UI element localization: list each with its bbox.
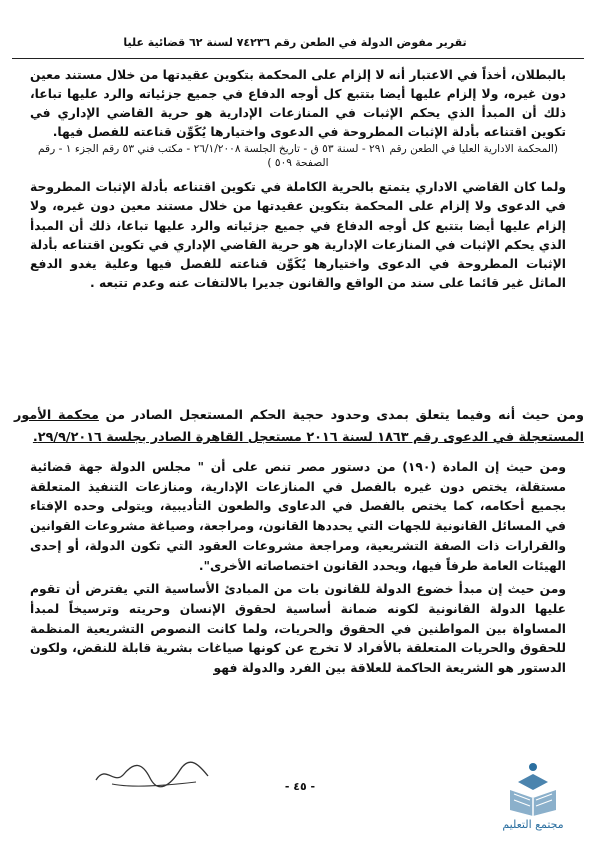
body-text-top <box>30 66 566 293</box>
paragraph-4: ومن حيث إن مبدأ خضوع الدولة للقانون بات من المبادئ الأساسية التي يفترض أن تقوم عليها الدولة القانونية لكونه ضمانة أساسية لحقوق الإنسان وحريته وترسيخاً لمبدأ المساواة بين المواطنين في الحقوق والحريات، ولما كانت النصوص التشريعية المنظمة للحقوق والحريات المتعلقة بالأفراد لا تخرج عن كونها صياغات بشرية قابلة للنقض، ولكون الدستور هو الشريعة الحاكمة للعلاقة بين الفرد والدولة فهو <box>30 582 566 676</box>
section-heading-lead: ومن حيث أنه وفيما يتعلق بمدى وحدود حجية الحكم المستعجل الصادر من <box>98 408 584 423</box>
book-logo-icon <box>504 760 562 818</box>
section-heading <box>14 405 584 449</box>
body-text-bottom <box>30 458 566 683</box>
logo-text: مجتمع التعليم <box>502 818 564 831</box>
page-number: - ٤٥ - <box>284 780 316 793</box>
page-header-title: تقرير مفوض الدولة في الطعن رقم ٧٤٢٣٦ لسنة ٦٢ قضائية عليا <box>123 36 467 49</box>
section-heading-underlined: محكمة الأمور المستعجلة في الدعوى رقم ١٨٦٣ لسنة ٢٠١٦ مستعجل القاهرة الصادر بجلسة ٢٩/٩/٢٠١٦. <box>14 408 584 445</box>
paragraph-1: بالبطلان، أخذاً في الاعتبار أنه لا إلزام على المحكمة بتكوين عقيدتها من خلال مستند معين دون غيره، ولا إلزام عليها أيضا بتتبع كل أوجه الدفاع في جميع جزئياته والرد عليها تباعا، ذلك أن المبدأ الذي يحكم الإثبات في المنازعات الإدارية هو حرية القاضي الإداري في تكوين اقتناعه بأدلة الإثبات المطروحة في الدعوى واختيارها يُكَوِّن قناعته للفصل فيها. <box>30 68 566 140</box>
court-citation: (المحكمة الادارية العليا في الطعن رقم ٢٩١ - لسنة ٥٣ ق - تاريخ الجلسة ٢٦/١/٢٠٠٨ - مكتب فني ٥٣ رقم الجزء ١ - رقم الصفحة ٥٠٩ ) <box>38 143 558 170</box>
site-logo <box>486 760 580 840</box>
handwritten-signature-icon <box>92 756 212 792</box>
paragraph-2: ولما كان القاضي الاداري يتمتع بالحرية الكاملة في تكوين اقتناعه بأدلة الإثبات المطروحة في الدعوى ولا إلزام على المحكمة بتكوين عقيدتها من خلال مستند معين دون غيره، ولا إلزام عليها أيضا بتتبع كل أوجه الدفاع في جميع جزئياته والرد عليها تباعا، ذلك أن المبدأ الذي يحكم الإثبات في المنازعات الإدارية هو حرية القاضي الإداري في تكوين اقتناعه بأدلة الإثبات المطروحة في الدعوى واختيارها يُكَوِّن قناعته للفصل فيها وعلية يغدو الدفع الماثل غير قائما على سند من الواقع والقانون جديرا بالالتفات عنه وعدم تتبعه . <box>30 180 566 290</box>
header-divider <box>12 58 584 59</box>
paragraph-3: ومن حيث إن المادة (١٩٠) من دستور مصر تنص على أن " مجلس الدولة جهة قضائية مستقلة، يختص دون غيره بالفصل في المنازعات الإدارية، ومنازعات التنفيذ المتعلقة بجميع أحكامه، كما يختص بالفصل في الدعاوى والطعون التأديبية، ويتولى وحده الإفتاء في المسائل القانونية للجهات التي يحددها القانون، ومراجعة، وصياغة مشروعات القوانين والقرارات ذات الصفة التشريعية، ومراجعة مشروعات العقود التي تكون الدولة، أو إحدى الهيئات العامة طرفاً فيها، ويحدد القانون اختصاصاته الأخرى". <box>30 460 566 573</box>
